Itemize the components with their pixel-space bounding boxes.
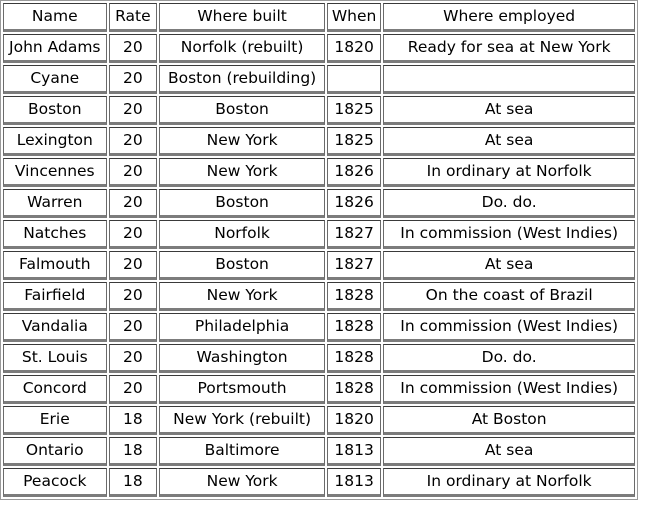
cell-where-built: New York (159, 282, 325, 311)
cell-where-built: Boston (159, 251, 325, 280)
cell-where-employed: At Boston (383, 406, 635, 435)
cell-name: Peacock (3, 468, 107, 497)
cell-where-employed: In ordinary at Norfolk (383, 468, 635, 497)
cell-rate: 20 (109, 220, 158, 249)
cell-where-built: New York (159, 127, 325, 156)
cell-name: John Adams (3, 34, 107, 63)
cell-rate: 18 (109, 468, 158, 497)
cell-where-employed: Do. do. (383, 344, 635, 373)
table-row (3, 251, 635, 280)
cell-rate: 18 (109, 437, 158, 466)
cell-rate: 20 (109, 282, 158, 311)
cell-when: 1827 (327, 251, 381, 280)
cell-rate: 20 (109, 65, 158, 94)
cell-where-built: Norfolk (159, 220, 325, 249)
cell-name: Natches (3, 220, 107, 249)
table-row (3, 189, 635, 218)
cell-rate: 20 (109, 127, 158, 156)
cell-when: 1826 (327, 189, 381, 218)
table-row (3, 437, 635, 466)
cell-name: Concord (3, 375, 107, 404)
table-row (3, 96, 635, 125)
cell-name: Vandalia (3, 313, 107, 342)
cell-where-employed: In commission (West Indies) (383, 313, 635, 342)
cell-rate: 20 (109, 189, 158, 218)
cell-where-built: New York (159, 468, 325, 497)
cell-rate: 18 (109, 406, 158, 435)
cell-name: Cyane (3, 65, 107, 94)
cell-when: 1820 (327, 406, 381, 435)
cell-where-employed: In commission (West Indies) (383, 220, 635, 249)
cell-when: 1828 (327, 344, 381, 373)
header-row (3, 3, 635, 32)
cell-where-built: Portsmouth (159, 375, 325, 404)
table-row (3, 220, 635, 249)
cell-name: Fairfield (3, 282, 107, 311)
cell-rate: 20 (109, 34, 158, 63)
cell-where-employed (383, 65, 635, 94)
table-row (3, 34, 635, 63)
cell-rate: 20 (109, 313, 158, 342)
header-rate: Rate (109, 3, 158, 32)
header-where-built: Where built (159, 3, 325, 32)
cell-where-employed: On the coast of Brazil (383, 282, 635, 311)
cell-when: 1828 (327, 313, 381, 342)
cell-name: St. Louis (3, 344, 107, 373)
cell-when: 1820 (327, 34, 381, 63)
cell-when (327, 65, 381, 94)
cell-where-employed: At sea (383, 251, 635, 280)
cell-where-employed: Ready for sea at New York (383, 34, 635, 63)
table-row (3, 344, 635, 373)
table-row (3, 127, 635, 156)
cell-where-employed: In commission (West Indies) (383, 375, 635, 404)
cell-name: Ontario (3, 437, 107, 466)
cell-when: 1828 (327, 282, 381, 311)
table-row (3, 158, 635, 187)
cell-name: Erie (3, 406, 107, 435)
cell-where-built: Norfolk (rebuilt) (159, 34, 325, 63)
table-row (3, 375, 635, 404)
cell-when: 1827 (327, 220, 381, 249)
header-where-employed: Where employed (383, 3, 635, 32)
cell-when: 1828 (327, 375, 381, 404)
cell-where-built: New York (159, 158, 325, 187)
cell-name: Warren (3, 189, 107, 218)
header-name: Name (3, 3, 107, 32)
cell-where-built: Boston (159, 189, 325, 218)
cell-rate: 20 (109, 251, 158, 280)
cell-rate: 20 (109, 96, 158, 125)
cell-where-employed: At sea (383, 96, 635, 125)
cell-name: Boston (3, 96, 107, 125)
cell-where-built: Philadelphia (159, 313, 325, 342)
cell-name: Lexington (3, 127, 107, 156)
cell-where-built: Baltimore (159, 437, 325, 466)
cell-where-built: Washington (159, 344, 325, 373)
cell-rate: 20 (109, 344, 158, 373)
cell-when: 1813 (327, 468, 381, 497)
table-row (3, 282, 635, 311)
table-body (3, 34, 635, 497)
cell-when: 1813 (327, 437, 381, 466)
cell-rate: 20 (109, 375, 158, 404)
header-when: When (327, 3, 381, 32)
cell-where-employed: At sea (383, 437, 635, 466)
cell-where-employed: In ordinary at Norfolk (383, 158, 635, 187)
cell-when: 1825 (327, 96, 381, 125)
table-row (3, 406, 635, 435)
cell-where-built: Boston (159, 96, 325, 125)
cell-where-employed: Do. do. (383, 189, 635, 218)
cell-name: Falmouth (3, 251, 107, 280)
cell-where-employed: At sea (383, 127, 635, 156)
cell-where-built: Boston (rebuilding) (159, 65, 325, 94)
cell-rate: 20 (109, 158, 158, 187)
cell-where-built: New York (rebuilt) (159, 406, 325, 435)
cell-name: Vincennes (3, 158, 107, 187)
table-row (3, 65, 635, 94)
table-row (3, 313, 635, 342)
cell-when: 1825 (327, 127, 381, 156)
cell-when: 1826 (327, 158, 381, 187)
table-row (3, 468, 635, 497)
